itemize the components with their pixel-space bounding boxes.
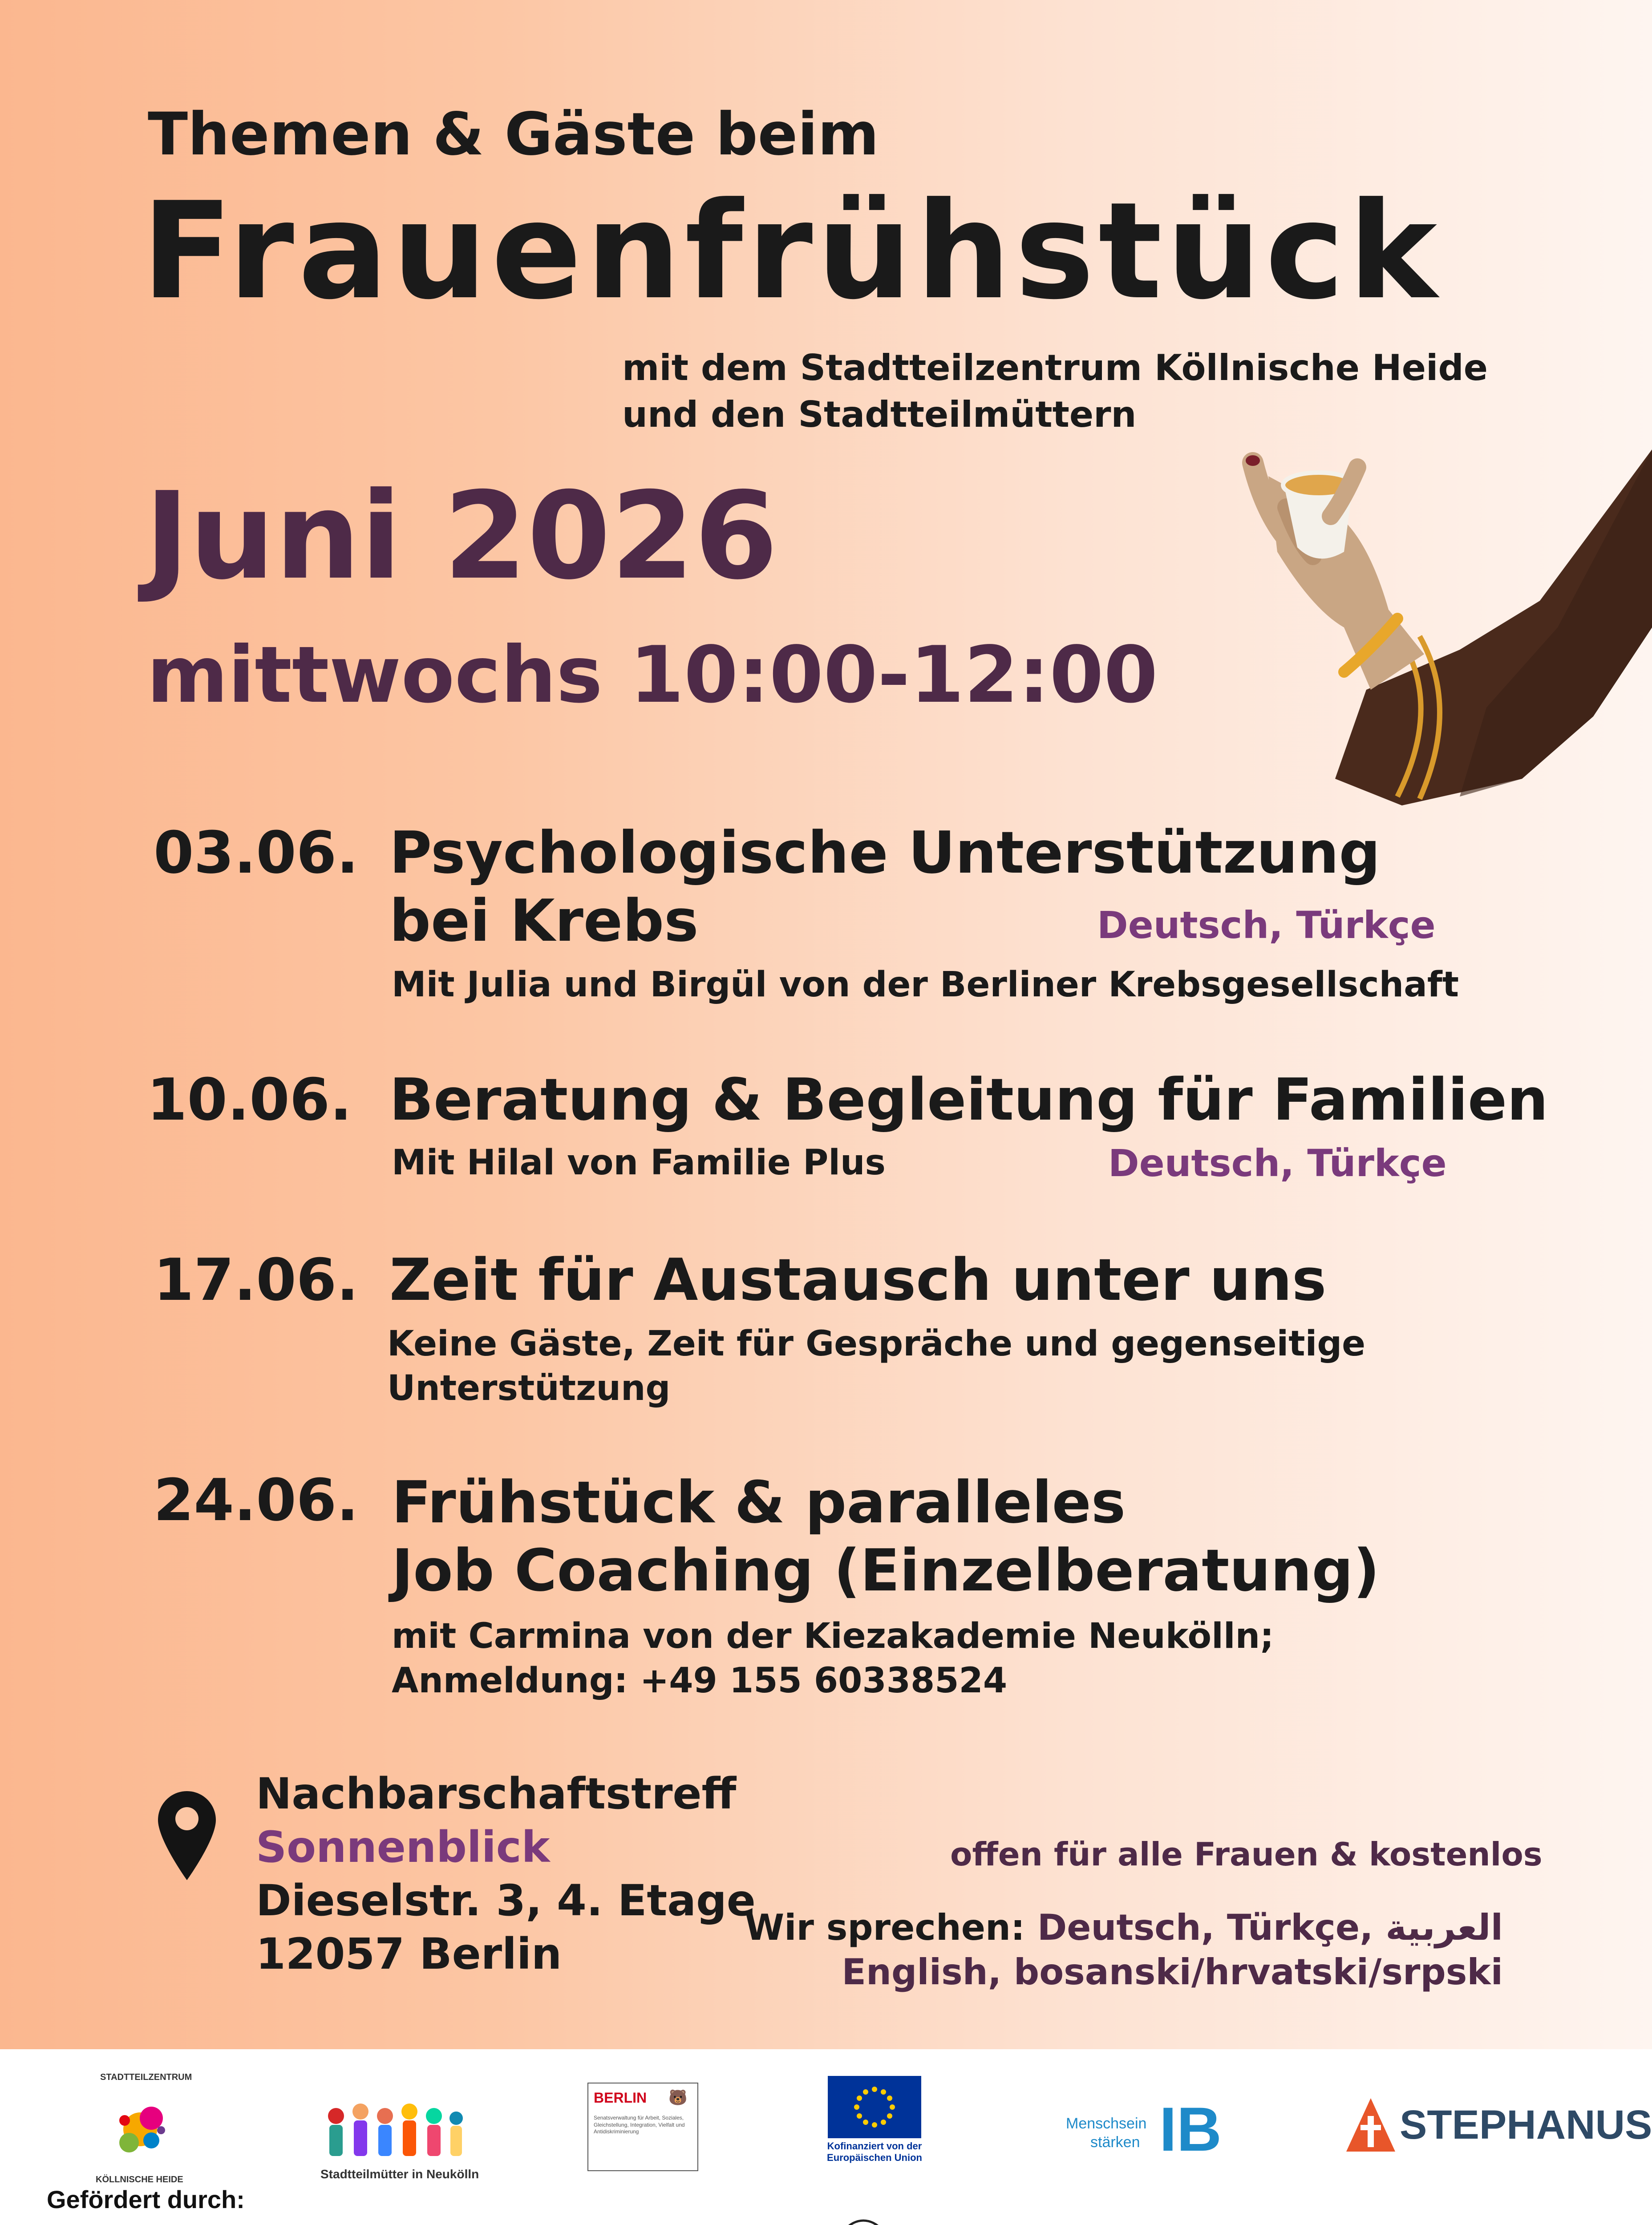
berlin-sen-description: Senatsverwaltung für Arbeit, Soziales, Gleichstellung, Integration, Vielfalt und Antidiskriminierung xyxy=(594,2115,685,2135)
subtitle-line-2: und den Stadtteilmüttern xyxy=(622,394,1137,435)
event-4-date: 24.06. xyxy=(154,1466,359,1534)
stadtteilzentrum-logo xyxy=(85,2076,196,2183)
ib-logo: IB xyxy=(1159,2094,1222,2164)
languages-label: Wir sprechen: xyxy=(745,1907,1025,1948)
month-heading: Juni 2026 xyxy=(145,466,778,606)
event-2-guest: Mit Hilal von Familie Plus xyxy=(392,1143,886,1183)
berlin-bear-icon: 🐻 xyxy=(668,2089,688,2107)
intro-text: Themen & Gäste beim xyxy=(148,100,879,169)
event-4-title-line-1: Frühstück & paralleles xyxy=(392,1468,1126,1536)
stadtteilmuetter-label: Stadtteilmütter in Neukölln xyxy=(320,2167,479,2181)
hand-with-tea-cup-illustration xyxy=(1211,441,1652,841)
eu-flag-icon xyxy=(828,2076,921,2138)
berlin-senatsverwaltung-logo xyxy=(587,2083,698,2171)
event-3-guest-line-1: Keine Gäste, Zeit für Gespräche und gegenseitige xyxy=(387,1324,1366,1364)
ib-tagline-2: stärken xyxy=(1090,2134,1140,2151)
staedtebau-houses-icon xyxy=(396,2223,472,2225)
event-2-languages: Deutsch, Türkçe xyxy=(1108,1141,1447,1185)
page-title: Frauenfrühstück xyxy=(142,174,1441,329)
stadtteilzentrum-arc-bottom: KÖLLNISCHE HEIDE xyxy=(96,2175,183,2185)
event-4-guest-line-2: Anmeldung: +49 155 60338524 xyxy=(392,1661,1008,1701)
event-3-guest-line-2: Unterstützung xyxy=(387,1368,671,1408)
map-pin-icon xyxy=(158,1791,216,1880)
event-1-languages: Deutsch, Türkçe xyxy=(1097,903,1436,947)
languages-line-2: English, bosanski/hrvatski/srpski xyxy=(842,1951,1503,1993)
ib-tagline-1: Menschsein xyxy=(1066,2115,1147,2132)
languages-line-1: Deutsch, Türkçe, العربية xyxy=(1037,1907,1503,1948)
event-1-guest: Mit Julia und Birgül von der Berliner Krebsgesellschaft xyxy=(392,965,1459,1005)
time-heading: mittwochs 10:00-12:00 xyxy=(147,630,1158,720)
subtitle-line-1: mit dem Stadtteilzentrum Köllnische Heide xyxy=(622,347,1488,388)
event-2-title-line-1: Beratung & Begleitung für Familien xyxy=(389,1066,1548,1133)
berlin-sen-label: BERLIN xyxy=(594,2090,647,2106)
location-city: 12057 Berlin xyxy=(256,1929,562,1979)
stadtteilzentrum-arc-top: STADTTEILZENTRUM xyxy=(100,2072,192,2082)
funded-by-label: Gefördert durch: xyxy=(47,2185,245,2213)
event-3-title-line-1: Zeit für Austausch unter uns xyxy=(389,1246,1327,1314)
location-name-line-1: Nachbarschaftstreff xyxy=(256,1769,737,1819)
event-4-title-line-2: Job Coaching (Einzelberatung) xyxy=(392,1537,1380,1604)
event-1-date: 03.06. xyxy=(154,819,359,886)
stephanus-cross-icon xyxy=(1346,2098,1395,2152)
location-street: Dieselstr. 3, 4. Etage xyxy=(256,1876,756,1926)
open-for-text: offen für alle Frauen & kostenlos xyxy=(950,1836,1543,1873)
stadtteilmuetter-logo xyxy=(323,2098,470,2169)
event-4-guest-line-1: mit Carmina von der Kiezakademie Neukölln; xyxy=(392,1616,1274,1656)
event-2-date: 10.06. xyxy=(147,1066,352,1133)
dammweg-leaf-icon xyxy=(832,2218,895,2225)
location-name-line-2: Sonnenblick xyxy=(256,1822,550,1872)
stephanus-logo: STEPHANUS xyxy=(1400,2102,1652,2148)
event-1-title-line-2: bei Krebs xyxy=(389,887,699,955)
eu-label: Kofinanziert von der Europäischen Union xyxy=(827,2140,922,2164)
footer-logos xyxy=(0,2049,1652,2225)
languages-spoken xyxy=(745,1907,1503,1948)
event-1-title-line-1: Psychologische Unterstützung xyxy=(389,819,1381,886)
event-3-date: 17.06. xyxy=(154,1246,359,1314)
